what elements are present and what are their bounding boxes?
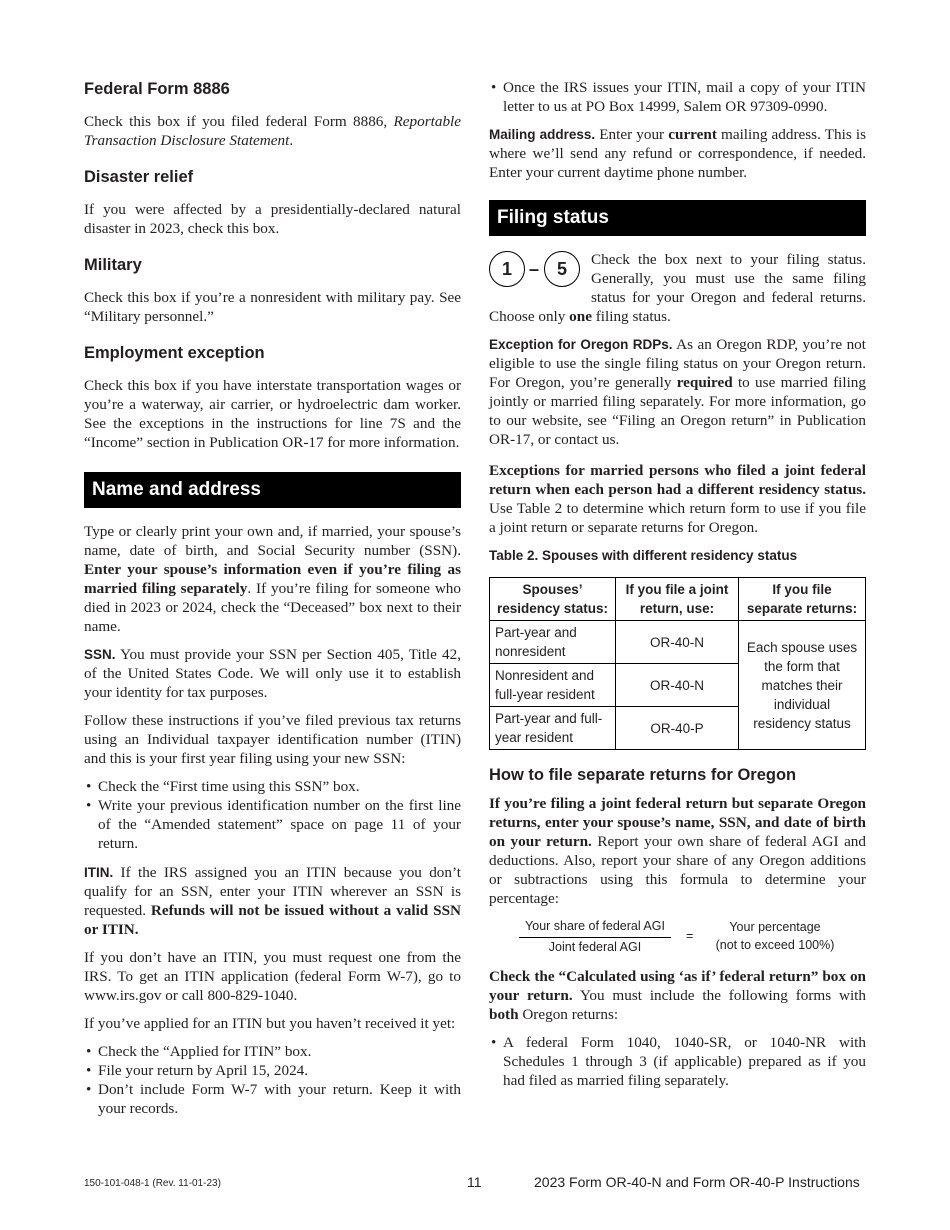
table-cell: OR-40-N [616,664,739,707]
applied-itin-bullet-list [84,1042,461,1118]
as-if-paragraph: Check the “Calculated using ‘as if’ federal return” box on your return. You must include the following forms with both Oregon returns: [489,968,867,1023]
formula-equals: = [686,929,694,943]
employment-text: Check this box if you have interstate transportation wages or you’re a waterway, air carrier, or hydroelectric dam worker. See the exceptions in the instructions for line 7S and the “Income” section in Publication OR-17 for more information. [84,377,461,451]
military-text: Check this box if you’re a nonresident with military pay. See “Military personnel.” [84,289,461,325]
filing-status-paragraph: 1 – 5 Check the box next to your filing status. Generally, you must use the same filing status for your Oregon and federal returns. Choose only one filing status. [489,251,866,325]
table-header-row [490,578,866,621]
table-row [490,621,866,664]
table-header-cell: Spouses’ residency status: [490,578,616,621]
itin-paragraph: ITIN. If the IRS assigned you an ITIN because you don’t qualify for an SSN, enter your ITIN wherever an SSN is requested. Refunds will not be issued without a valid SSN or ITIN. [84,864,461,938]
ssn-bullet-list [84,777,461,853]
form8886-text: Check this box if you filed federal Form 8886, Reportable Transaction Disclosure Statement. [84,113,461,149]
list-item: • Check the “Applied for ITIN” box. [84,1042,461,1061]
step-1-circle: 1 [489,251,525,287]
rdp-exception-paragraph: Exception for Oregon RDPs. As an Oregon RDP, you’re not eligible to use the single filing status on your Oregon return. For Oregon, you’re generally required to use married filing jointly or married filing separately. For more information, go to our website, see “Filing an Oregon return” in Publication OR-17, or contact us. [489,336,866,448]
list-item: • Write your previous identification number on the first line of the “Amended statement” space on page 11 of your return. [84,796,461,853]
ssn-lead: SSN. [84,647,116,662]
step-dash: – [529,259,540,279]
itin-letter-bullet-list [489,78,866,116]
table-title: Table 2. Spouses with different residency status [489,548,798,563]
mailing-lead: Mailing address. [489,127,596,142]
itin-lead: ITIN. [84,865,114,880]
formula-result: Your percentage [729,920,821,934]
table-cell: Part-year and nonresident [490,621,616,664]
list-item: • Don’t include Form W-7 with your return. Keep it with your records. [84,1080,461,1118]
no-itin-paragraph: If you don’t have an ITIN, you must request one from the IRS. To get an ITIN application (federal Form W-7), go to www.irs.gov or call 800-829-1040. [84,949,461,1004]
right-column [489,78,866,1100]
itin-previous-paragraph: Follow these instructions if you’ve filed previous tax returns using an Individual taxpayer identification number (ITIN) and this is your first year filing using your new SSN: [84,712,461,767]
table-cell: OR-40-P [616,707,739,750]
disaster-heading: Disaster relief [84,168,194,186]
table-cell-separate: Each spouse uses the form that matches their individual residency status [739,621,866,750]
mailing-address-paragraph: Mailing address. Enter your current mailing address. This is where we’ll send any refund or correspondence, if needed. Enter your current daytime phone number. [489,126,867,181]
footer-page-number: 11 [467,1174,482,1190]
table-cell: Nonresident and full-year resident [490,664,616,707]
formula-numerator: Your share of federal AGI [519,917,671,938]
ssn-paragraph: SSN. You must provide your SSN per Section 405, Title 42, of the United States Code. We will only use it to establish your identity for tax purposes. [84,646,461,701]
table-header-cell: If you file separate returns: [739,578,866,621]
rdp-lead: Exception for Oregon RDPs. [489,337,673,352]
list-item: • Once the IRS issues your ITIN, mail a copy of your ITIN letter to us at PO Box 14999, Salem OR 97309-0990. [489,78,866,116]
footer-form-number: 150-101-048-1 (Rev. 11-01-23) [84,1178,221,1189]
name-address-intro: Type or clearly print your own and, if married, your spouse’s name, date of birth, and Social Security number (SSN). Enter your spouse’s information even if you’re filing as married filing separately. If you’re filing for someone who died in 2023 or 2024, check the “Deceased” box next to their name. [84,523,461,635]
disaster-text: If you were affected by a presidentially-declared natural disaster in 2023, check this box. [84,201,461,237]
footer-title: 2023 Form OR-40-N and Form OR-40-P Instructions [534,1174,860,1190]
table-cell: OR-40-N [616,621,739,664]
percentage-formula [489,917,866,957]
separate-returns-heading: How to file separate returns for Oregon [489,766,797,784]
list-item: • Check the “First time using this SSN” box. [84,777,461,796]
step-5-circle: 5 [544,251,580,287]
form8886-heading: Federal Form 8886 [84,80,230,98]
formula-result-note: (not to exceed 100%) [715,938,835,952]
table-header-cell: If you file a joint return, use: [616,578,739,621]
military-heading: Military [84,256,142,274]
formula-denominator: Joint federal AGI [548,940,642,954]
name-address-section-title: Name and address [84,472,461,508]
employment-heading: Employment exception [84,344,265,362]
separate-returns-paragraph: If you’re filing a joint federal return but separate Oregon returns, enter your spouse’s name, SSN, and date of birth on your return. Report your own share of federal AGI and deductions. Also, report your share of any Oregon additions or subtractions using this formula to determine your percentage: [489,795,866,907]
residency-table [489,577,866,750]
left-column [84,78,461,1128]
filing-status-section-title: Filing status [489,200,866,236]
as-if-bullet-list [489,1033,866,1090]
list-item: • A federal Form 1040, 1040-SR, or 1040-NR with Schedules 1 through 3 (if applicable) prepared as if you had filed as married filing separately. [489,1033,866,1090]
table-cell: Part-year and full-year resident [490,707,616,750]
form8886-title-italic: Reportable Transaction Disclosure Statement [84,113,461,149]
list-item: • File your return by April 15, 2024. [84,1061,461,1080]
married-exception-paragraph: Exceptions for married persons who filed a joint federal return when each person had a different residency status. Use Table 2 to determine which return form to use if you file a joint return or separate returns for Oregon. [489,462,866,536]
filing-status-steps-graphic [489,251,585,291]
applied-itin-paragraph: If you’ve applied for an ITIN but you haven’t received it yet: [84,1015,456,1032]
